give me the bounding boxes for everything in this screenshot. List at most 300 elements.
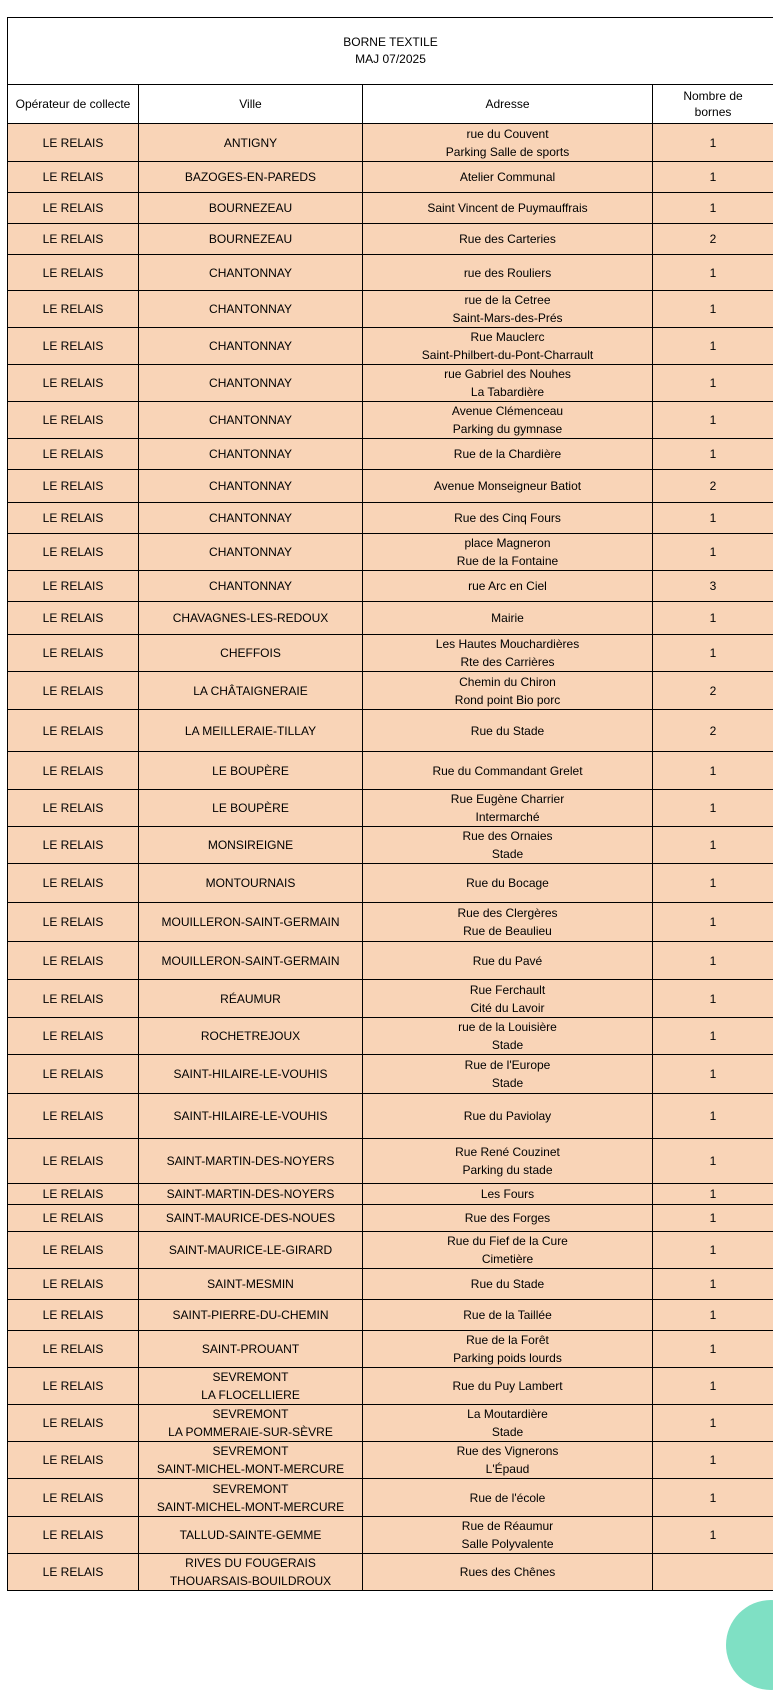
- address-line: Rue du Bocage: [365, 874, 650, 892]
- cell-operator: LE RELAIS: [8, 1094, 139, 1139]
- cell-count: 2: [653, 672, 773, 710]
- address-line: Rue du Puy Lambert: [365, 1377, 650, 1395]
- address-line: Rue Eugène Charrier: [365, 790, 650, 808]
- header-count-line-2: bornes: [655, 104, 771, 120]
- cell-count: [653, 1554, 773, 1591]
- header-address: Adresse: [363, 85, 653, 124]
- table-body: [8, 124, 773, 1591]
- cell-operator: LE RELAIS: [8, 124, 139, 162]
- cell-operator: LE RELAIS: [8, 602, 139, 635]
- cell-city: [139, 710, 363, 752]
- table-row: [8, 1055, 773, 1094]
- cell-operator: LE RELAIS: [8, 903, 139, 942]
- address-line: Stade: [365, 1074, 650, 1092]
- table-row: [8, 402, 773, 439]
- cell-operator: LE RELAIS: [8, 710, 139, 752]
- cell-operator: LE RELAIS: [8, 827, 139, 864]
- cell-city: [139, 1442, 363, 1479]
- cell-count: 1: [653, 365, 773, 402]
- cell-address: [363, 1442, 653, 1479]
- city-line: SAINT-HILAIRE-LE-VOUHIS: [141, 1107, 360, 1125]
- cell-operator: LE RELAIS: [8, 1368, 139, 1405]
- cell-address: [363, 1554, 653, 1591]
- cell-city: [139, 365, 363, 402]
- table-row: [8, 291, 773, 328]
- city-line: MOUILLERON-SAINT-GERMAIN: [141, 913, 360, 931]
- address-line: Rue des Forges: [365, 1209, 650, 1227]
- cell-count: 1: [653, 439, 773, 470]
- address-line: Saint-Mars-des-Prés: [365, 309, 650, 327]
- table-row: [8, 790, 773, 827]
- address-line: Rte des Carrières: [365, 653, 650, 671]
- cell-operator: LE RELAIS: [8, 635, 139, 672]
- city-line: SAINT-MESMIN: [141, 1275, 360, 1293]
- cell-address: [363, 1368, 653, 1405]
- address-line: Rues des Chênes: [365, 1563, 650, 1581]
- cell-count: 1: [653, 402, 773, 439]
- table-row: [8, 903, 773, 942]
- table-row: [8, 365, 773, 402]
- cell-count: 2: [653, 470, 773, 503]
- cell-address: [363, 470, 653, 503]
- cell-operator: LE RELAIS: [8, 1055, 139, 1094]
- city-line: ANTIGNY: [141, 134, 360, 152]
- cell-count: 1: [653, 752, 773, 790]
- table-row: [8, 1442, 773, 1479]
- city-line: LA CHÂTAIGNERAIE: [141, 682, 360, 700]
- cell-city: [139, 162, 363, 193]
- table-row: [8, 534, 773, 571]
- cell-count: 1: [653, 503, 773, 534]
- cell-count: 1: [653, 1517, 773, 1554]
- city-line: SAINT-MAURICE-DES-NOUES: [141, 1209, 360, 1227]
- city-line: CHAVAGNES-LES-REDOUX: [141, 609, 360, 627]
- cell-address: [363, 1055, 653, 1094]
- address-line: rue de la Louisière: [365, 1018, 650, 1036]
- cell-operator: LE RELAIS: [8, 942, 139, 980]
- cell-city: [139, 1300, 363, 1331]
- city-line: LA POMMERAIE-SUR-SÈVRE: [141, 1423, 360, 1441]
- table-row: [8, 124, 773, 162]
- cell-count: 1: [653, 1405, 773, 1442]
- address-line: La Tabardière: [365, 383, 650, 401]
- city-line: CHANTONNAY: [141, 264, 360, 282]
- cell-city: [139, 503, 363, 534]
- collection-points-table: [7, 17, 773, 1591]
- cell-city: [139, 1554, 363, 1591]
- city-line: SAINT-MARTIN-DES-NOYERS: [141, 1152, 360, 1170]
- cell-address: [363, 710, 653, 752]
- city-line: LA MEILLERAIE-TILLAY: [141, 722, 360, 740]
- cell-city: [139, 193, 363, 224]
- city-line: CHANTONNAY: [141, 543, 360, 561]
- cell-address: [363, 1232, 653, 1269]
- spreadsheet: [7, 17, 773, 1591]
- cell-operator: LE RELAIS: [8, 980, 139, 1018]
- cell-count: 1: [653, 1184, 773, 1205]
- cell-count: 1: [653, 635, 773, 672]
- cell-city: [139, 470, 363, 503]
- address-line: Rue René Couzinet: [365, 1143, 650, 1161]
- cell-address: [363, 1205, 653, 1232]
- city-line: SAINT-PIERRE-DU-CHEMIN: [141, 1306, 360, 1324]
- cell-count: 1: [653, 162, 773, 193]
- cell-address: [363, 1517, 653, 1554]
- cell-address: [363, 903, 653, 942]
- cell-city: [139, 1205, 363, 1232]
- table-row: [8, 864, 773, 903]
- table-row: [8, 470, 773, 503]
- cell-address: [363, 224, 653, 255]
- corner-decoration: [726, 1600, 773, 1690]
- city-line: SAINT-MICHEL-MONT-MERCURE: [141, 1460, 360, 1478]
- table-row: [8, 571, 773, 602]
- cell-address: [363, 328, 653, 365]
- table-row: [8, 827, 773, 864]
- table-row: [8, 1094, 773, 1139]
- city-line: BOURNEZEAU: [141, 230, 360, 248]
- cell-operator: LE RELAIS: [8, 439, 139, 470]
- address-line: Rue du Stade: [365, 722, 650, 740]
- cell-count: 2: [653, 710, 773, 752]
- cell-address: [363, 291, 653, 328]
- cell-city: [139, 1479, 363, 1517]
- table-row: [8, 224, 773, 255]
- cell-address: [363, 1094, 653, 1139]
- cell-operator: LE RELAIS: [8, 1139, 139, 1184]
- cell-city: [139, 124, 363, 162]
- cell-address: [363, 1269, 653, 1300]
- city-line: SAINT-MAURICE-LE-GIRARD: [141, 1241, 360, 1259]
- address-line: rue Arc en Ciel: [365, 577, 650, 595]
- cell-count: 1: [653, 1442, 773, 1479]
- cell-address: [363, 752, 653, 790]
- cell-city: [139, 439, 363, 470]
- city-line: BAZOGES-EN-PAREDS: [141, 168, 360, 186]
- cell-operator: LE RELAIS: [8, 162, 139, 193]
- cell-address: [363, 534, 653, 571]
- cell-city: [139, 980, 363, 1018]
- cell-operator: LE RELAIS: [8, 864, 139, 903]
- table-row: [8, 1300, 773, 1331]
- header-operator: Opérateur de collecte: [8, 85, 139, 124]
- cell-address: [363, 980, 653, 1018]
- address-line: Rue du Commandant Grelet: [365, 762, 650, 780]
- cell-address: [363, 942, 653, 980]
- table-row: [8, 1479, 773, 1517]
- address-line: Rue des Cinq Fours: [365, 509, 650, 527]
- address-line: Rue du Paviolay: [365, 1107, 650, 1125]
- address-line: Rue de la Taillée: [365, 1306, 650, 1324]
- city-line: SEVREMONT: [141, 1442, 360, 1460]
- cell-city: [139, 672, 363, 710]
- cell-count: 1: [653, 942, 773, 980]
- header-count-line-1: Nombre de: [655, 88, 771, 104]
- address-line: Avenue Clémenceau: [365, 402, 650, 420]
- cell-address: [363, 827, 653, 864]
- cell-count: 1: [653, 1232, 773, 1269]
- address-line: Mairie: [365, 609, 650, 627]
- cell-address: [363, 1139, 653, 1184]
- title-line-1: BORNE TEXTILE: [10, 34, 771, 51]
- city-line: CHANTONNAY: [141, 509, 360, 527]
- address-line: Stade: [365, 845, 650, 863]
- cell-operator: LE RELAIS: [8, 503, 139, 534]
- city-line: CHANTONNAY: [141, 577, 360, 595]
- cell-operator: LE RELAIS: [8, 402, 139, 439]
- table-row: [8, 635, 773, 672]
- cell-city: [139, 864, 363, 903]
- city-line: CHANTONNAY: [141, 300, 360, 318]
- city-line: LE BOUPÈRE: [141, 799, 360, 817]
- table-row: [8, 672, 773, 710]
- address-line: Intermarché: [365, 808, 650, 826]
- cell-address: [363, 1405, 653, 1442]
- table-row: [8, 1517, 773, 1554]
- cell-count: 1: [653, 602, 773, 635]
- cell-operator: LE RELAIS: [8, 534, 139, 571]
- cell-address: [363, 1479, 653, 1517]
- cell-operator: LE RELAIS: [8, 1018, 139, 1055]
- address-line: Rue des Ornaies: [365, 827, 650, 845]
- address-line: Les Hautes Mouchardières: [365, 635, 650, 653]
- table-row: [8, 162, 773, 193]
- cell-operator: LE RELAIS: [8, 1442, 139, 1479]
- cell-city: [139, 328, 363, 365]
- cell-city: [139, 903, 363, 942]
- address-line: Cimetière: [365, 1250, 650, 1268]
- address-line: Rue du Stade: [365, 1275, 650, 1293]
- cell-city: [139, 827, 363, 864]
- cell-operator: LE RELAIS: [8, 752, 139, 790]
- address-line: Saint Vincent de Puymauffrais: [365, 199, 650, 217]
- address-line: Rue de l'école: [365, 1489, 650, 1507]
- cell-city: [139, 790, 363, 827]
- address-line: Rue des Clergères: [365, 904, 650, 922]
- address-line: Rue Mauclerc: [365, 328, 650, 346]
- address-line: Salle Polyvalente: [365, 1535, 650, 1553]
- address-line: place Magneron: [365, 534, 650, 552]
- city-line: CHANTONNAY: [141, 445, 360, 463]
- address-line: Rond point Bio porc: [365, 691, 650, 709]
- city-line: BOURNEZEAU: [141, 199, 360, 217]
- address-line: Parking poids lourds: [365, 1349, 650, 1367]
- cell-address: [363, 402, 653, 439]
- cell-operator: LE RELAIS: [8, 672, 139, 710]
- cell-operator: LE RELAIS: [8, 1405, 139, 1442]
- city-line: CHANTONNAY: [141, 411, 360, 429]
- city-line: CHANTONNAY: [141, 477, 360, 495]
- cell-address: [363, 602, 653, 635]
- table-row: [8, 193, 773, 224]
- address-line: Parking du stade: [365, 1161, 650, 1179]
- city-line: RIVES DU FOUGERAIS: [141, 1554, 360, 1572]
- table-row: [8, 1184, 773, 1205]
- cell-operator: LE RELAIS: [8, 1300, 139, 1331]
- city-line: CHEFFOIS: [141, 644, 360, 662]
- address-line: Parking Salle de sports: [365, 143, 650, 161]
- city-line: ROCHETREJOUX: [141, 1027, 360, 1045]
- city-line: SEVREMONT: [141, 1480, 360, 1498]
- cell-count: 1: [653, 1094, 773, 1139]
- cell-operator: LE RELAIS: [8, 291, 139, 328]
- address-line: La Moutardière: [365, 1405, 650, 1423]
- cell-city: [139, 1232, 363, 1269]
- cell-city: [139, 534, 363, 571]
- city-line: SAINT-HILAIRE-LE-VOUHIS: [141, 1065, 360, 1083]
- city-line: MONTOURNAIS: [141, 874, 360, 892]
- cell-city: [139, 1331, 363, 1368]
- address-line: Rue de l'Europe: [365, 1056, 650, 1074]
- cell-address: [363, 439, 653, 470]
- cell-address: [363, 672, 653, 710]
- table-row: [8, 503, 773, 534]
- cell-count: 2: [653, 224, 773, 255]
- table-title: [8, 18, 773, 85]
- cell-address: [363, 571, 653, 602]
- table-row: [8, 1205, 773, 1232]
- address-line: rue Gabriel des Nouhes: [365, 365, 650, 383]
- cell-city: [139, 291, 363, 328]
- cell-address: [363, 1018, 653, 1055]
- cell-operator: LE RELAIS: [8, 790, 139, 827]
- cell-operator: LE RELAIS: [8, 365, 139, 402]
- city-line: LA FLOCELLIERE: [141, 1386, 360, 1404]
- address-line: Rue des Carteries: [365, 230, 650, 248]
- address-line: Les Fours: [365, 1185, 650, 1203]
- header-count: [653, 85, 773, 124]
- address-line: rue des Rouliers: [365, 264, 650, 282]
- city-line: SAINT-MARTIN-DES-NOYERS: [141, 1185, 360, 1203]
- cell-city: [139, 402, 363, 439]
- city-line: THOUARSAIS-BOUILDROUX: [141, 1572, 360, 1590]
- table-row: [8, 710, 773, 752]
- table-row: [8, 1331, 773, 1368]
- table-row: [8, 1018, 773, 1055]
- cell-address: [363, 255, 653, 291]
- cell-count: 1: [653, 864, 773, 903]
- cell-count: 1: [653, 534, 773, 571]
- cell-count: 1: [653, 193, 773, 224]
- cell-count: 1: [653, 124, 773, 162]
- cell-address: [363, 162, 653, 193]
- cell-count: 1: [653, 291, 773, 328]
- table-row: [8, 1232, 773, 1269]
- cell-operator: LE RELAIS: [8, 1205, 139, 1232]
- cell-city: [139, 1055, 363, 1094]
- cell-address: [363, 1331, 653, 1368]
- address-line: Atelier Communal: [365, 168, 650, 186]
- cell-city: [139, 1405, 363, 1442]
- cell-count: 1: [653, 1331, 773, 1368]
- cell-address: [363, 503, 653, 534]
- cell-address: [363, 193, 653, 224]
- table-row: [8, 1405, 773, 1442]
- cell-address: [363, 635, 653, 672]
- cell-city: [139, 1018, 363, 1055]
- address-line: Rue de la Fontaine: [365, 552, 650, 570]
- cell-operator: LE RELAIS: [8, 328, 139, 365]
- table-row: [8, 1368, 773, 1405]
- cell-operator: LE RELAIS: [8, 1517, 139, 1554]
- address-line: Rue de Beaulieu: [365, 922, 650, 940]
- cell-operator: LE RELAIS: [8, 571, 139, 602]
- address-line: Rue des Vignerons: [365, 1442, 650, 1460]
- city-line: SAINT-PROUANT: [141, 1340, 360, 1358]
- table-row: [8, 602, 773, 635]
- address-line: Stade: [365, 1423, 650, 1441]
- table-row: [8, 1269, 773, 1300]
- cell-count: 1: [653, 980, 773, 1018]
- cell-city: [139, 571, 363, 602]
- city-line: SAINT-MICHEL-MONT-MERCURE: [141, 1498, 360, 1516]
- cell-count: 1: [653, 1300, 773, 1331]
- cell-operator: LE RELAIS: [8, 470, 139, 503]
- city-line: RÉAUMUR: [141, 990, 360, 1008]
- cell-count: 1: [653, 903, 773, 942]
- cell-operator: LE RELAIS: [8, 1331, 139, 1368]
- cell-operator: LE RELAIS: [8, 224, 139, 255]
- cell-city: [139, 255, 363, 291]
- table-row: [8, 255, 773, 291]
- cell-count: 1: [653, 790, 773, 827]
- cell-city: [139, 224, 363, 255]
- header-row: [8, 85, 773, 124]
- address-line: Rue de la Forêt: [365, 1331, 650, 1349]
- cell-operator: LE RELAIS: [8, 193, 139, 224]
- address-line: Cité du Lavoir: [365, 999, 650, 1017]
- cell-city: [139, 1184, 363, 1205]
- cell-city: [139, 1517, 363, 1554]
- table-row: [8, 439, 773, 470]
- address-line: Stade: [365, 1036, 650, 1054]
- address-line: Rue de la Chardière: [365, 445, 650, 463]
- cell-count: 1: [653, 328, 773, 365]
- address-line: L'Épaud: [365, 1460, 650, 1478]
- cell-city: [139, 1269, 363, 1300]
- city-line: MOUILLERON-SAINT-GERMAIN: [141, 952, 360, 970]
- address-line: Rue Ferchault: [365, 981, 650, 999]
- cell-city: [139, 942, 363, 980]
- cell-operator: LE RELAIS: [8, 255, 139, 291]
- cell-count: 1: [653, 827, 773, 864]
- title-line-2: MAJ 07/2025: [10, 51, 771, 68]
- table-row: [8, 942, 773, 980]
- cell-count: 1: [653, 1269, 773, 1300]
- city-line: CHANTONNAY: [141, 337, 360, 355]
- cell-count: 1: [653, 1479, 773, 1517]
- cell-city: [139, 602, 363, 635]
- cell-address: [363, 1300, 653, 1331]
- cell-count: 1: [653, 1055, 773, 1094]
- table-row: [8, 1554, 773, 1591]
- address-line: Rue du Pavé: [365, 952, 650, 970]
- table-row: [8, 1139, 773, 1184]
- cell-operator: LE RELAIS: [8, 1554, 139, 1591]
- address-line: Avenue Monseigneur Batiot: [365, 477, 650, 495]
- city-line: LE BOUPÈRE: [141, 762, 360, 780]
- address-line: rue du Couvent: [365, 125, 650, 143]
- cell-count: 1: [653, 1205, 773, 1232]
- city-line: SEVREMONT: [141, 1405, 360, 1423]
- city-line: CHANTONNAY: [141, 374, 360, 392]
- cell-count: 1: [653, 1139, 773, 1184]
- address-line: Rue du Fief de la Cure: [365, 1232, 650, 1250]
- city-line: TALLUD-SAINTE-GEMME: [141, 1526, 360, 1544]
- address-line: Rue de Réaumur: [365, 1517, 650, 1535]
- table-row: [8, 980, 773, 1018]
- cell-address: [363, 790, 653, 827]
